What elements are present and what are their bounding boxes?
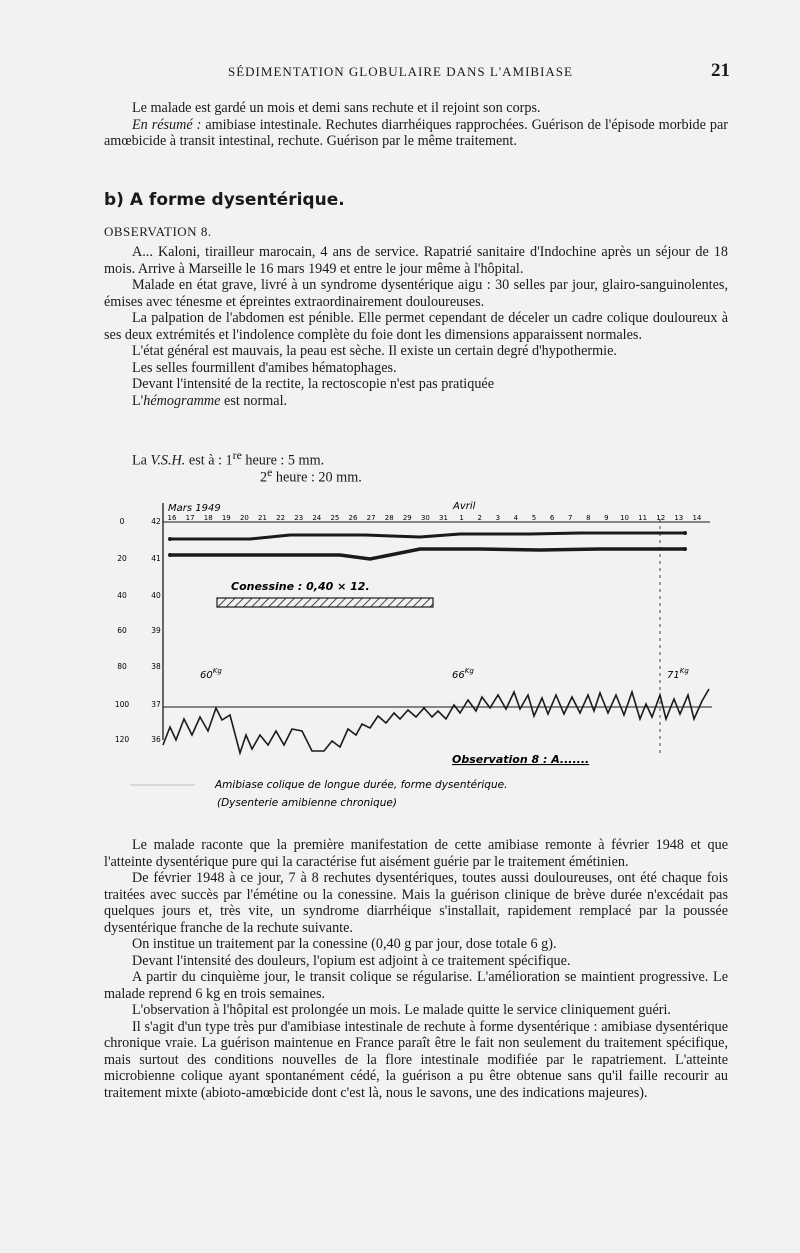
vsh-prefix: La <box>132 452 151 469</box>
day-label: 1 <box>459 514 464 522</box>
left-scale-label: 120 <box>114 735 130 744</box>
caption-line-1: Amibiase colique de longue durée, forme dysentérique. <box>215 779 508 791</box>
left-scale-label: 60 <box>117 626 127 635</box>
day-label: 8 <box>586 514 591 522</box>
clinical-chart-figure <box>100 495 730 825</box>
day-label: 25 <box>330 514 340 522</box>
treatment-label: Conessine : 0,40 × 12. <box>231 580 370 593</box>
vsh-abbr: V.S.H. <box>150 452 186 469</box>
temperature-scale-label: 38 <box>151 662 161 671</box>
day-label: 13 <box>674 514 684 522</box>
vsh-mid: est à : 1 <box>185 452 233 469</box>
day-label: 17 <box>185 514 195 522</box>
caption-line-2: (Dysenterie amibienne chronique) <box>217 797 397 809</box>
curve-start-dot <box>168 537 172 541</box>
paragraph: Devant l'intensité de la rectite, la rectoscopie n'est pas pratiquée <box>132 376 495 392</box>
paragraph: Il s'agit d'un type très pur d'amibiase intestinale de rechute à forme dysentérique : amibiase dysentérique chronique vraie. La guérison maintenue en France paraît être le fait non seulement du traitement spécifique, mais surtout des conditions nouvelles de la flore intestinale modifiée par le rapatriement. L'atteinte microbienne colique ayant spontanément cédé, la guérison a pu être obtenue sans qu'il faille recourir au traitement mixte (abioto-amœbicide dont c'est là, nous le savons, une des indications majeures). <box>104 1018 728 1101</box>
left-scale-label: 80 <box>117 662 127 671</box>
treatment-bar <box>217 598 433 607</box>
paragraph: On institue un traitement par la conessine (0,40 g par jour, dose totale 6 g). <box>132 936 557 952</box>
intro-line: Le malade est gardé un mois et demi sans rechute et il rejoint son corps. <box>132 100 541 116</box>
month-april-label: Avril <box>453 501 476 512</box>
section-heading: b) A forme dysentérique. <box>104 190 345 210</box>
day-label: 31 <box>439 514 448 522</box>
case-description <box>104 244 728 409</box>
resume-label: En résumé : <box>132 116 202 133</box>
temp-scale <box>151 517 161 744</box>
hemogramme-word: hémogramme <box>143 392 221 409</box>
running-head <box>104 60 730 84</box>
day-label: 29 <box>402 514 412 522</box>
hemogramme-suffix: est normal. <box>220 392 288 409</box>
hemogramme-prefix: L' <box>132 392 144 409</box>
day-label: 23 <box>294 514 304 522</box>
left-scale-label: 100 <box>114 700 130 709</box>
day-label: 24 <box>312 514 322 522</box>
vsh-value-1: heure : 5 mm. <box>241 452 325 469</box>
paragraph: A partir du cinquième jour, le transit colique se régularise. L'amélioration se maintient progressive. Le malade reprend 6 kg en trois semaines. <box>104 969 728 1002</box>
temperature-scale-label: 39 <box>151 626 161 635</box>
temperature-scale-label: 36 <box>151 735 161 744</box>
lower-curve <box>170 549 685 559</box>
day-label: 9 <box>604 514 609 522</box>
vsh-line-2 <box>260 465 362 487</box>
weight-label-1: $60^{Kg}$ <box>200 667 222 681</box>
paragraph: A... Kaloni, tirailleur marocain, 4 ans de service. Rapatrié sanitaire d'Indochine après un séjour de 18 mois. Arrive à Marseille le 16 mars 1949 et entre le jour même à l'hôpital. <box>104 244 728 277</box>
temperature-scale-label: 42 <box>151 517 161 526</box>
left-scale-label: 40 <box>117 591 127 600</box>
temperature-scale-label: 41 <box>151 554 161 563</box>
running-title: SÉDIMENTATION GLOBULAIRE DANS L'AMIBIASE <box>228 64 573 79</box>
vsh-num-2: 2 <box>260 469 268 486</box>
resume-paragraph <box>104 117 728 150</box>
vsh-sup-1: re <box>232 448 242 462</box>
day-labels <box>168 514 702 522</box>
hemogramme-paragraph <box>104 393 728 410</box>
curve-start-dot <box>168 553 172 557</box>
day-label: 5 <box>531 514 537 522</box>
resume-text: amibiase intestinale. Rechutes diarrhéiques rapprochées. Guérison de l'épisode morbide par amœbicide à transit intestinal, rechute. Guérison par le même traitement. <box>104 116 729 149</box>
intro-paragraphs <box>104 100 728 150</box>
page-number: 21 <box>711 60 730 81</box>
curve-end-dot <box>683 547 687 551</box>
day-label: 14 <box>692 514 702 522</box>
day-label: 10 <box>620 514 629 522</box>
paragraph: Devant l'intensité des douleurs, l'opium est adjoint à ce traitement spécifique. <box>132 952 571 969</box>
day-label: 6 <box>549 514 555 522</box>
day-label: 19 <box>221 514 231 522</box>
month-march-label: Mars 1949 <box>168 503 221 514</box>
paragraph: Le malade raconte que la première manifestation de cette amibiase remonte à février 1948 et que l'atteinte dysentérique pure qui la caractérise fut aisément guérie par le traitement émétinien. <box>104 837 728 870</box>
left-scale-label: 20 <box>117 554 127 563</box>
observation-label: OBSERVATION 8. <box>104 224 212 239</box>
curve-end-dot <box>683 531 687 535</box>
day-label: 27 <box>366 514 376 522</box>
paragraph: De février 1948 à ce jour, 7 à 8 rechutes dysentériques, toutes aussi douloureuses, ont été chaque fois traitées avec succès par l'émétine ou la conessine. Mais la guérison clinique de brève durée n'excédait pas quelques jours et, très vite, un syndrome diarrhéique s'installait, rapidement remplacé par la poussée dysentérique franche de la rechute suivante. <box>104 870 728 936</box>
vsh-value-2: heure : 20 mm. <box>272 469 362 486</box>
day-label: 16 <box>167 514 177 522</box>
weight-label-3: $71^{Kg}$ <box>667 667 689 681</box>
day-label: 18 <box>203 514 213 522</box>
day-label: 4 <box>513 514 519 522</box>
day-label: 22 <box>276 514 286 522</box>
discussion-paragraphs <box>104 837 728 1101</box>
day-label: 26 <box>348 514 358 522</box>
day-label: 2 <box>477 514 482 522</box>
day-label: 12 <box>656 514 666 522</box>
day-label: 20 <box>239 514 249 522</box>
temperature-scale-label: 37 <box>151 700 161 709</box>
temperature-scale-label: 40 <box>151 591 161 600</box>
day-label: 28 <box>384 514 394 522</box>
observation-caption: Observation 8 : A....... <box>452 753 590 766</box>
day-label: 11 <box>638 514 648 522</box>
left-scale <box>115 517 130 744</box>
temperature-curve <box>163 689 709 753</box>
paragraph: L'observation à l'hôpital est prolongée un mois. Le malade quitte le service cliniquement guéri. <box>132 1002 671 1018</box>
paragraph: Les selles fourmillent d'amibes hématophages. <box>132 359 397 376</box>
paragraph: La palpation de l'abdomen est pénible. Elle permet cependant de déceler un cadre colique douloureux à ses deux extrémités et l'indolence complète du foie dont les dimensions apparaissent normales. <box>104 310 728 343</box>
vsh-sup-2: e <box>267 465 273 479</box>
day-label: 21 <box>258 514 267 522</box>
day-label: 30 <box>420 514 430 522</box>
day-label: 3 <box>495 514 501 522</box>
day-label: 7 <box>567 514 573 522</box>
upper-curve <box>170 533 685 539</box>
weight-label-2: $66^{Kg}$ <box>452 667 474 681</box>
paragraph: Malade en état grave, livré à un syndrome dysentérique aigu : 30 selles par jour, glairo-sanguinolentes, émises avec ténesme et épreintes extraordinairement douloureuses. <box>104 277 728 310</box>
paragraph: L'état général est mauvais, la peau est sèche. Il existe un certain degré d'hypothermie. <box>132 343 617 359</box>
left-scale-label: 0 <box>119 517 125 526</box>
